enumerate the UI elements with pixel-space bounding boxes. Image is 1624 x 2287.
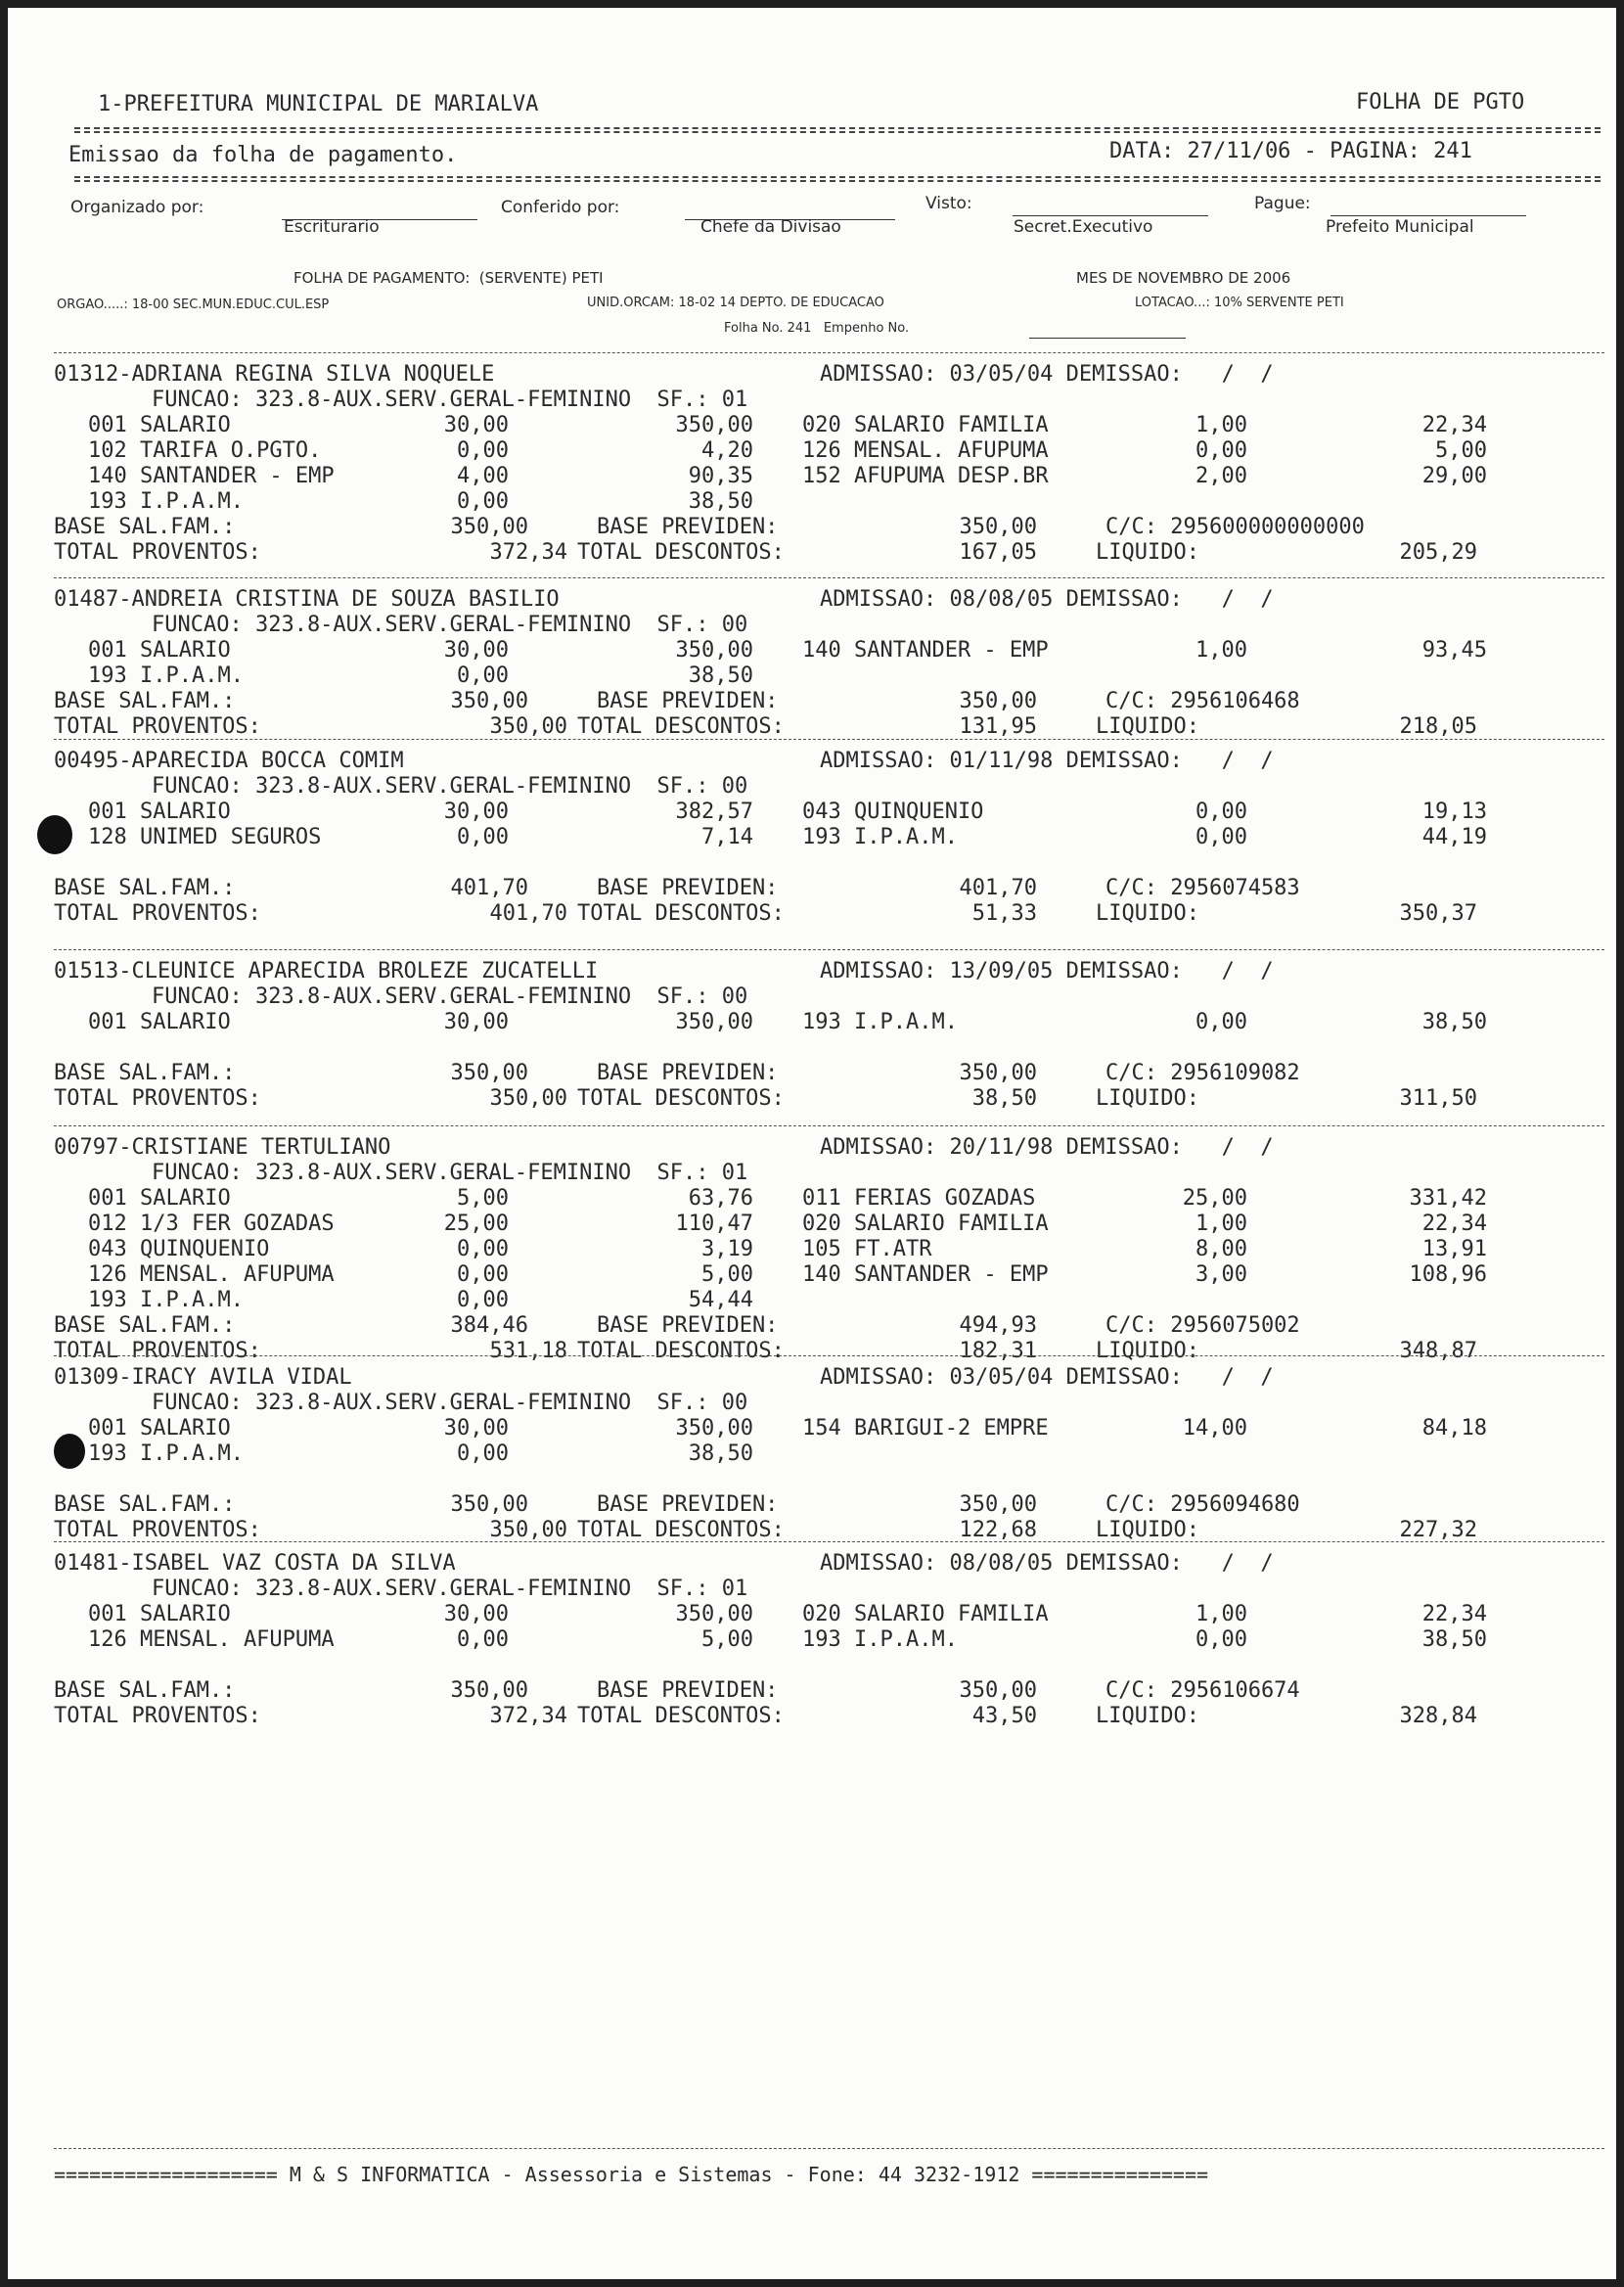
base-previden-label: BASE PREVIDEN: — [597, 1061, 779, 1085]
item-value: 54,44 — [688, 1288, 753, 1312]
secret-label: Secret.Executivo — [1014, 217, 1153, 237]
liquido-label: LIQUIDO: — [1096, 1339, 1199, 1363]
item-code-desc: 140 SANTANDER - EMP — [88, 464, 335, 488]
liquido-value: 350,37 — [1399, 901, 1477, 926]
item-ref-2: 1,00 — [1195, 413, 1247, 437]
item-value: 350,00 — [675, 413, 753, 437]
item-ref: 30,00 — [443, 413, 509, 437]
header-rule-top — [74, 127, 1601, 129]
footer-text: M & S INFORMATICA - Assessoria e Sistemas - Fone: 44 3232-1912 — [289, 2163, 1020, 2186]
conta-corrente: C/C: 2956106674 — [1105, 1678, 1300, 1703]
conferido-label: Conferido por: — [501, 198, 620, 217]
item-value-2: 22,34 — [1421, 1602, 1487, 1626]
item-value: 38,50 — [688, 1441, 753, 1466]
item-value-2: 22,34 — [1421, 1212, 1487, 1236]
base-sal-fam-label: BASE SAL.FAM.: — [54, 1313, 236, 1338]
item-value: 5,00 — [701, 1262, 753, 1287]
footer: =================== M & S INFORMATICA - Assessoria e Sistemas - Fone: 44 3232-1912 =============== — [54, 2163, 1209, 2186]
base-previden-value: 401,70 — [959, 876, 1037, 900]
record-separator — [54, 352, 1604, 353]
hole-punch-mark — [54, 1434, 85, 1469]
prefeito-label: Prefeito Municipal — [1326, 217, 1474, 237]
conta-corrente: C/C: 2956075002 — [1105, 1313, 1300, 1338]
visto-line — [1013, 215, 1208, 216]
total-descontos-label: TOTAL DESCONTOS: — [577, 1518, 785, 1542]
base-previden-value: 350,00 — [959, 689, 1037, 713]
item-value-2: 331,42 — [1409, 1186, 1487, 1211]
item-value: 5,00 — [701, 1627, 753, 1652]
record-separator — [54, 577, 1604, 578]
funcao: FUNCAO: 323.8-AUX.SERV.GERAL-FEMININO SF.: 00 — [152, 774, 748, 799]
admissao: ADMISSAO: 01/11/98 DEMISSAO: / / — [820, 749, 1274, 773]
admissao: ADMISSAO: 08/08/05 DEMISSAO: / / — [820, 1551, 1274, 1576]
liquido-label: LIQUIDO: — [1096, 901, 1199, 926]
employee-name: 00797-CRISTIANE TERTULIANO — [54, 1135, 391, 1160]
total-proventos-label: TOTAL PROVENTOS: — [54, 540, 261, 565]
item-ref-2: 25,00 — [1182, 1186, 1247, 1211]
base-sal-fam-value: 350,00 — [450, 1492, 528, 1517]
base-sal-fam-label: BASE SAL.FAM.: — [54, 515, 236, 539]
base-sal-fam-label: BASE SAL.FAM.: — [54, 1492, 236, 1517]
item-code-desc: 001 SALARIO — [88, 1416, 231, 1441]
item-code-desc-2: 105 FT.ATR — [802, 1237, 932, 1261]
base-previden-label: BASE PREVIDEN: — [597, 1492, 779, 1517]
empenho-line — [1029, 338, 1186, 339]
item-ref-2: 1,00 — [1195, 1212, 1247, 1236]
liquido-value: 205,29 — [1399, 540, 1477, 565]
item-code-desc: 126 MENSAL. AFUPUMA — [88, 1262, 335, 1287]
item-ref-2: 0,00 — [1195, 825, 1247, 849]
item-ref: 0,00 — [457, 489, 509, 514]
item-value: 4,20 — [701, 438, 753, 463]
item-ref: 0,00 — [457, 1441, 509, 1466]
admissao: ADMISSAO: 03/05/04 DEMISSAO: / / — [820, 1365, 1274, 1390]
base-sal-fam-value: 384,46 — [450, 1313, 528, 1338]
liquido-value: 218,05 — [1399, 714, 1477, 739]
item-value-2: 13,91 — [1421, 1237, 1487, 1261]
total-descontos-value: 182,31 — [959, 1339, 1037, 1363]
total-proventos-label: TOTAL PROVENTOS: — [54, 901, 261, 926]
employee-name: 01481-ISABEL VAZ COSTA DA SILVA — [54, 1551, 456, 1576]
total-proventos-value: 350,00 — [489, 1518, 567, 1542]
item-code-desc: 012 1/3 FER GOZADAS — [88, 1212, 335, 1236]
total-proventos-value: 531,18 — [489, 1339, 567, 1363]
header-rule-mid — [74, 176, 1601, 178]
funcao: FUNCAO: 323.8-AUX.SERV.GERAL-FEMININO SF.: 01 — [152, 388, 748, 412]
item-ref: 30,00 — [443, 800, 509, 824]
item-ref-2: 1,00 — [1195, 638, 1247, 663]
item-value-2: 108,96 — [1409, 1262, 1487, 1287]
total-descontos-value: 122,68 — [959, 1518, 1037, 1542]
base-previden-label: BASE PREVIDEN: — [597, 515, 779, 539]
item-code-desc-2: 043 QUINQUENIO — [802, 800, 984, 824]
item-ref: 0,00 — [457, 438, 509, 463]
funcao: FUNCAO: 323.8-AUX.SERV.GERAL-FEMININO SF.: 00 — [152, 613, 748, 637]
admissao: ADMISSAO: 20/11/98 DEMISSAO: / / — [820, 1135, 1274, 1160]
item-code-desc: 193 I.P.A.M. — [88, 663, 244, 688]
item-code-desc-2: 020 SALARIO FAMILIA — [802, 1602, 1049, 1626]
item-code-desc-2: 193 I.P.A.M. — [802, 825, 958, 849]
item-ref-2: 14,00 — [1182, 1416, 1247, 1441]
item-code-desc: 193 I.P.A.M. — [88, 1288, 244, 1312]
liquido-label: LIQUIDO: — [1096, 1704, 1199, 1728]
item-value: 38,50 — [688, 663, 753, 688]
base-sal-fam-value: 350,00 — [450, 1061, 528, 1085]
admissao: ADMISSAO: 03/05/04 DEMISSAO: / / — [820, 362, 1274, 387]
liquido-label: LIQUIDO: — [1096, 1518, 1199, 1542]
item-value-2: 38,50 — [1421, 1010, 1487, 1034]
total-proventos-value: 350,00 — [489, 714, 567, 739]
base-sal-fam-value: 350,00 — [450, 1678, 528, 1703]
liquido-value: 311,50 — [1399, 1086, 1477, 1111]
page-title: Emissao da folha de pagamento. — [68, 143, 458, 167]
liquido-value: 328,84 — [1399, 1704, 1477, 1728]
item-code-desc: 001 SALARIO — [88, 1186, 231, 1211]
base-sal-fam-value: 401,70 — [450, 876, 528, 900]
lotacao-label: LOTACAO...: 10% SERVENTE PETI — [1135, 296, 1344, 310]
liquido-label: LIQUIDO: — [1096, 540, 1199, 565]
base-previden-label: BASE PREVIDEN: — [597, 1313, 779, 1338]
total-proventos-value: 401,70 — [489, 901, 567, 926]
base-previden-value: 350,00 — [959, 1678, 1037, 1703]
item-value: 350,00 — [675, 1602, 753, 1626]
item-ref-2: 0,00 — [1195, 1627, 1247, 1652]
item-code-desc-2: 011 FERIAS GOZADAS — [802, 1186, 1036, 1211]
item-code-desc-2: 020 SALARIO FAMILIA — [802, 413, 1049, 437]
item-code-desc-2: 126 MENSAL. AFUPUMA — [802, 438, 1049, 463]
chefe-label: Chefe da Divisao — [700, 217, 841, 237]
item-value: 350,00 — [675, 638, 753, 663]
item-code-desc: 126 MENSAL. AFUPUMA — [88, 1627, 335, 1652]
total-proventos-label: TOTAL PROVENTOS: — [54, 1086, 261, 1111]
item-value-2: 19,13 — [1421, 800, 1487, 824]
item-code-desc: 193 I.P.A.M. — [88, 1441, 244, 1466]
base-sal-fam-label: BASE SAL.FAM.: — [54, 1678, 236, 1703]
hole-punch-mark — [37, 815, 72, 854]
unid-label: UNID.ORCAM: 18-02 14 DEPTO. DE EDUCACAO — [587, 296, 884, 310]
base-previden-value: 350,00 — [959, 1061, 1037, 1085]
orgao-label: ORGAO.....: 18-00 SEC.MUN.EDUC.CUL.ESP — [57, 297, 330, 312]
item-code-desc: 043 QUINQUENIO — [88, 1237, 270, 1261]
total-descontos-label: TOTAL DESCONTOS: — [577, 540, 785, 565]
item-code-desc: 193 I.P.A.M. — [88, 489, 244, 514]
base-previden-label: BASE PREVIDEN: — [597, 689, 779, 713]
record-separator — [54, 739, 1604, 740]
item-code-desc: 001 SALARIO — [88, 413, 231, 437]
item-ref: 30,00 — [443, 638, 509, 663]
funcao: FUNCAO: 323.8-AUX.SERV.GERAL-FEMININO SF.: 00 — [152, 984, 748, 1009]
record-separator — [54, 1125, 1604, 1126]
base-previden-value: 494,93 — [959, 1313, 1037, 1338]
pague-label: Pague: — [1254, 194, 1311, 213]
pague-line — [1331, 215, 1526, 216]
total-descontos-value: 38,50 — [971, 1086, 1037, 1111]
item-ref-2: 0,00 — [1195, 800, 1247, 824]
item-value: 110,47 — [675, 1212, 753, 1236]
employee-name: 01513-CLEUNICE APARECIDA BROLEZE ZUCATELLI — [54, 959, 599, 983]
total-proventos-value: 350,00 — [489, 1086, 567, 1111]
item-value: 350,00 — [675, 1416, 753, 1441]
item-ref: 30,00 — [443, 1602, 509, 1626]
item-value-2: 44,19 — [1421, 825, 1487, 849]
item-value: 63,76 — [688, 1186, 753, 1211]
record-separator — [54, 1355, 1604, 1356]
total-descontos-value: 51,33 — [971, 901, 1037, 926]
item-code-desc: 001 SALARIO — [88, 638, 231, 663]
total-descontos-label: TOTAL DESCONTOS: — [577, 714, 785, 739]
base-sal-fam-label: BASE SAL.FAM.: — [54, 876, 236, 900]
item-value: 3,19 — [701, 1237, 753, 1261]
item-code-desc-2: 154 BARIGUI-2 EMPRE — [802, 1416, 1049, 1441]
conta-corrente: C/C: 2956109082 — [1105, 1061, 1300, 1085]
liquido-label: LIQUIDO: — [1096, 1086, 1199, 1111]
item-code-desc: 128 UNIMED SEGUROS — [88, 825, 322, 849]
organizado-label: Organizado por: — [70, 198, 204, 217]
base-previden-label: BASE PREVIDEN: — [597, 1678, 779, 1703]
funcao: FUNCAO: 323.8-AUX.SERV.GERAL-FEMININO SF.: 01 — [152, 1577, 748, 1601]
escriturario-label: Escriturario — [284, 217, 380, 237]
total-proventos-value: 372,34 — [489, 1704, 567, 1728]
total-descontos-label: TOTAL DESCONTOS: — [577, 901, 785, 926]
total-descontos-value: 167,05 — [959, 540, 1037, 565]
item-ref: 0,00 — [457, 1237, 509, 1261]
item-code-desc: 001 SALARIO — [88, 1010, 231, 1034]
base-previden-value: 350,00 — [959, 515, 1037, 539]
doc-type: FOLHA DE PGTO — [1356, 90, 1525, 114]
header-rule-mid-2 — [74, 180, 1601, 182]
total-descontos-value: 131,95 — [959, 714, 1037, 739]
item-ref-2: 0,00 — [1195, 438, 1247, 463]
item-code-desc-2: 152 AFUPUMA DESP.BR — [802, 464, 1049, 488]
item-ref: 0,00 — [457, 1627, 509, 1652]
record-separator — [54, 2148, 1604, 2149]
liquido-label: LIQUIDO: — [1096, 714, 1199, 739]
item-value: 7,14 — [701, 825, 753, 849]
total-descontos-label: TOTAL DESCONTOS: — [577, 1339, 785, 1363]
item-ref: 5,00 — [457, 1186, 509, 1211]
item-value-2: 84,18 — [1421, 1416, 1487, 1441]
item-ref: 25,00 — [443, 1212, 509, 1236]
employee-name: 00495-APARECIDA BOCCA COMIM — [54, 749, 404, 773]
base-sal-fam-value: 350,00 — [450, 515, 528, 539]
record-separator — [54, 949, 1604, 950]
item-value: 38,50 — [688, 489, 753, 514]
header-rule-top-2 — [74, 131, 1601, 133]
item-code-desc-2: 140 SANTANDER - EMP — [802, 1262, 1049, 1287]
item-ref-2: 0,00 — [1195, 1010, 1247, 1034]
conta-corrente: C/C: 2956094680 — [1105, 1492, 1300, 1517]
item-ref: 4,00 — [457, 464, 509, 488]
funcao: FUNCAO: 323.8-AUX.SERV.GERAL-FEMININO SF.: 01 — [152, 1161, 748, 1185]
conta-corrente: C/C: 295600000000000 — [1105, 515, 1365, 539]
total-proventos-label: TOTAL PROVENTOS: — [54, 1704, 261, 1728]
liquido-value: 348,87 — [1399, 1339, 1477, 1363]
item-code-desc-2: 193 I.P.A.M. — [802, 1627, 958, 1652]
base-sal-fam-label: BASE SAL.FAM.: — [54, 1061, 236, 1085]
item-ref: 30,00 — [443, 1010, 509, 1034]
record-separator — [54, 1541, 1604, 1542]
item-ref-2: 3,00 — [1195, 1262, 1247, 1287]
base-sal-fam-label: BASE SAL.FAM.: — [54, 689, 236, 713]
visto-label: Visto: — [925, 194, 972, 213]
folha-no: Folha No. 241 Empenho No. — [724, 321, 910, 336]
liquido-value: 227,32 — [1399, 1518, 1477, 1542]
item-value-2: 22,34 — [1421, 413, 1487, 437]
item-value: 350,00 — [675, 1010, 753, 1034]
item-ref-2: 2,00 — [1195, 464, 1247, 488]
item-ref: 0,00 — [457, 1288, 509, 1312]
item-value-2: 29,00 — [1421, 464, 1487, 488]
employee-name: 01487-ANDREIA CRISTINA DE SOUZA BASILIO — [54, 587, 560, 612]
folha-label: FOLHA DE PAGAMENTO: (SERVENTE) PETI — [293, 269, 604, 287]
base-previden-value: 350,00 — [959, 1492, 1037, 1517]
employee-name: 01312-ADRIANA REGINA SILVA NOQUELE — [54, 362, 495, 387]
item-code-desc: 102 TARIFA O.PGTO. — [88, 438, 322, 463]
item-code-desc: 001 SALARIO — [88, 1602, 231, 1626]
org-title: 1-PREFEITURA MUNICIPAL DE MARIALVA — [98, 92, 539, 116]
item-code-desc-2: 140 SANTANDER - EMP — [802, 638, 1049, 663]
funcao: FUNCAO: 323.8-AUX.SERV.GERAL-FEMININO SF.: 00 — [152, 1391, 748, 1415]
total-descontos-label: TOTAL DESCONTOS: — [577, 1704, 785, 1728]
admissao: ADMISSAO: 13/09/05 DEMISSAO: / / — [820, 959, 1274, 983]
item-value-2: 5,00 — [1435, 438, 1487, 463]
item-value: 90,35 — [688, 464, 753, 488]
base-previden-label: BASE PREVIDEN: — [597, 876, 779, 900]
admissao: ADMISSAO: 08/08/05 DEMISSAO: / / — [820, 587, 1274, 612]
employee-name: 01309-IRACY AVILA VIDAL — [54, 1365, 352, 1390]
total-proventos-label: TOTAL PROVENTOS: — [54, 1339, 261, 1363]
total-descontos-label: TOTAL DESCONTOS: — [577, 1086, 785, 1111]
item-value: 382,57 — [675, 800, 753, 824]
total-proventos-label: TOTAL PROVENTOS: — [54, 714, 261, 739]
item-code-desc: 001 SALARIO — [88, 800, 231, 824]
base-sal-fam-value: 350,00 — [450, 689, 528, 713]
item-ref: 0,00 — [457, 1262, 509, 1287]
item-value-2: 93,45 — [1421, 638, 1487, 663]
item-code-desc-2: 193 I.P.A.M. — [802, 1010, 958, 1034]
item-ref-2: 1,00 — [1195, 1602, 1247, 1626]
total-proventos-label: TOTAL PROVENTOS: — [54, 1518, 261, 1542]
item-value-2: 38,50 — [1421, 1627, 1487, 1652]
total-proventos-value: 372,34 — [489, 540, 567, 565]
mes-label: MES DE NOVEMBRO DE 2006 — [1076, 269, 1291, 287]
item-ref: 0,00 — [457, 825, 509, 849]
conta-corrente: C/C: 2956106468 — [1105, 689, 1300, 713]
conta-corrente: C/C: 2956074583 — [1105, 876, 1300, 900]
item-ref: 30,00 — [443, 1416, 509, 1441]
total-descontos-value: 43,50 — [971, 1704, 1037, 1728]
item-code-desc-2: 020 SALARIO FAMILIA — [802, 1212, 1049, 1236]
item-ref-2: 8,00 — [1195, 1237, 1247, 1261]
item-ref: 0,00 — [457, 663, 509, 688]
date-page: DATA: 27/11/06 - PAGINA: 241 — [1109, 139, 1472, 163]
